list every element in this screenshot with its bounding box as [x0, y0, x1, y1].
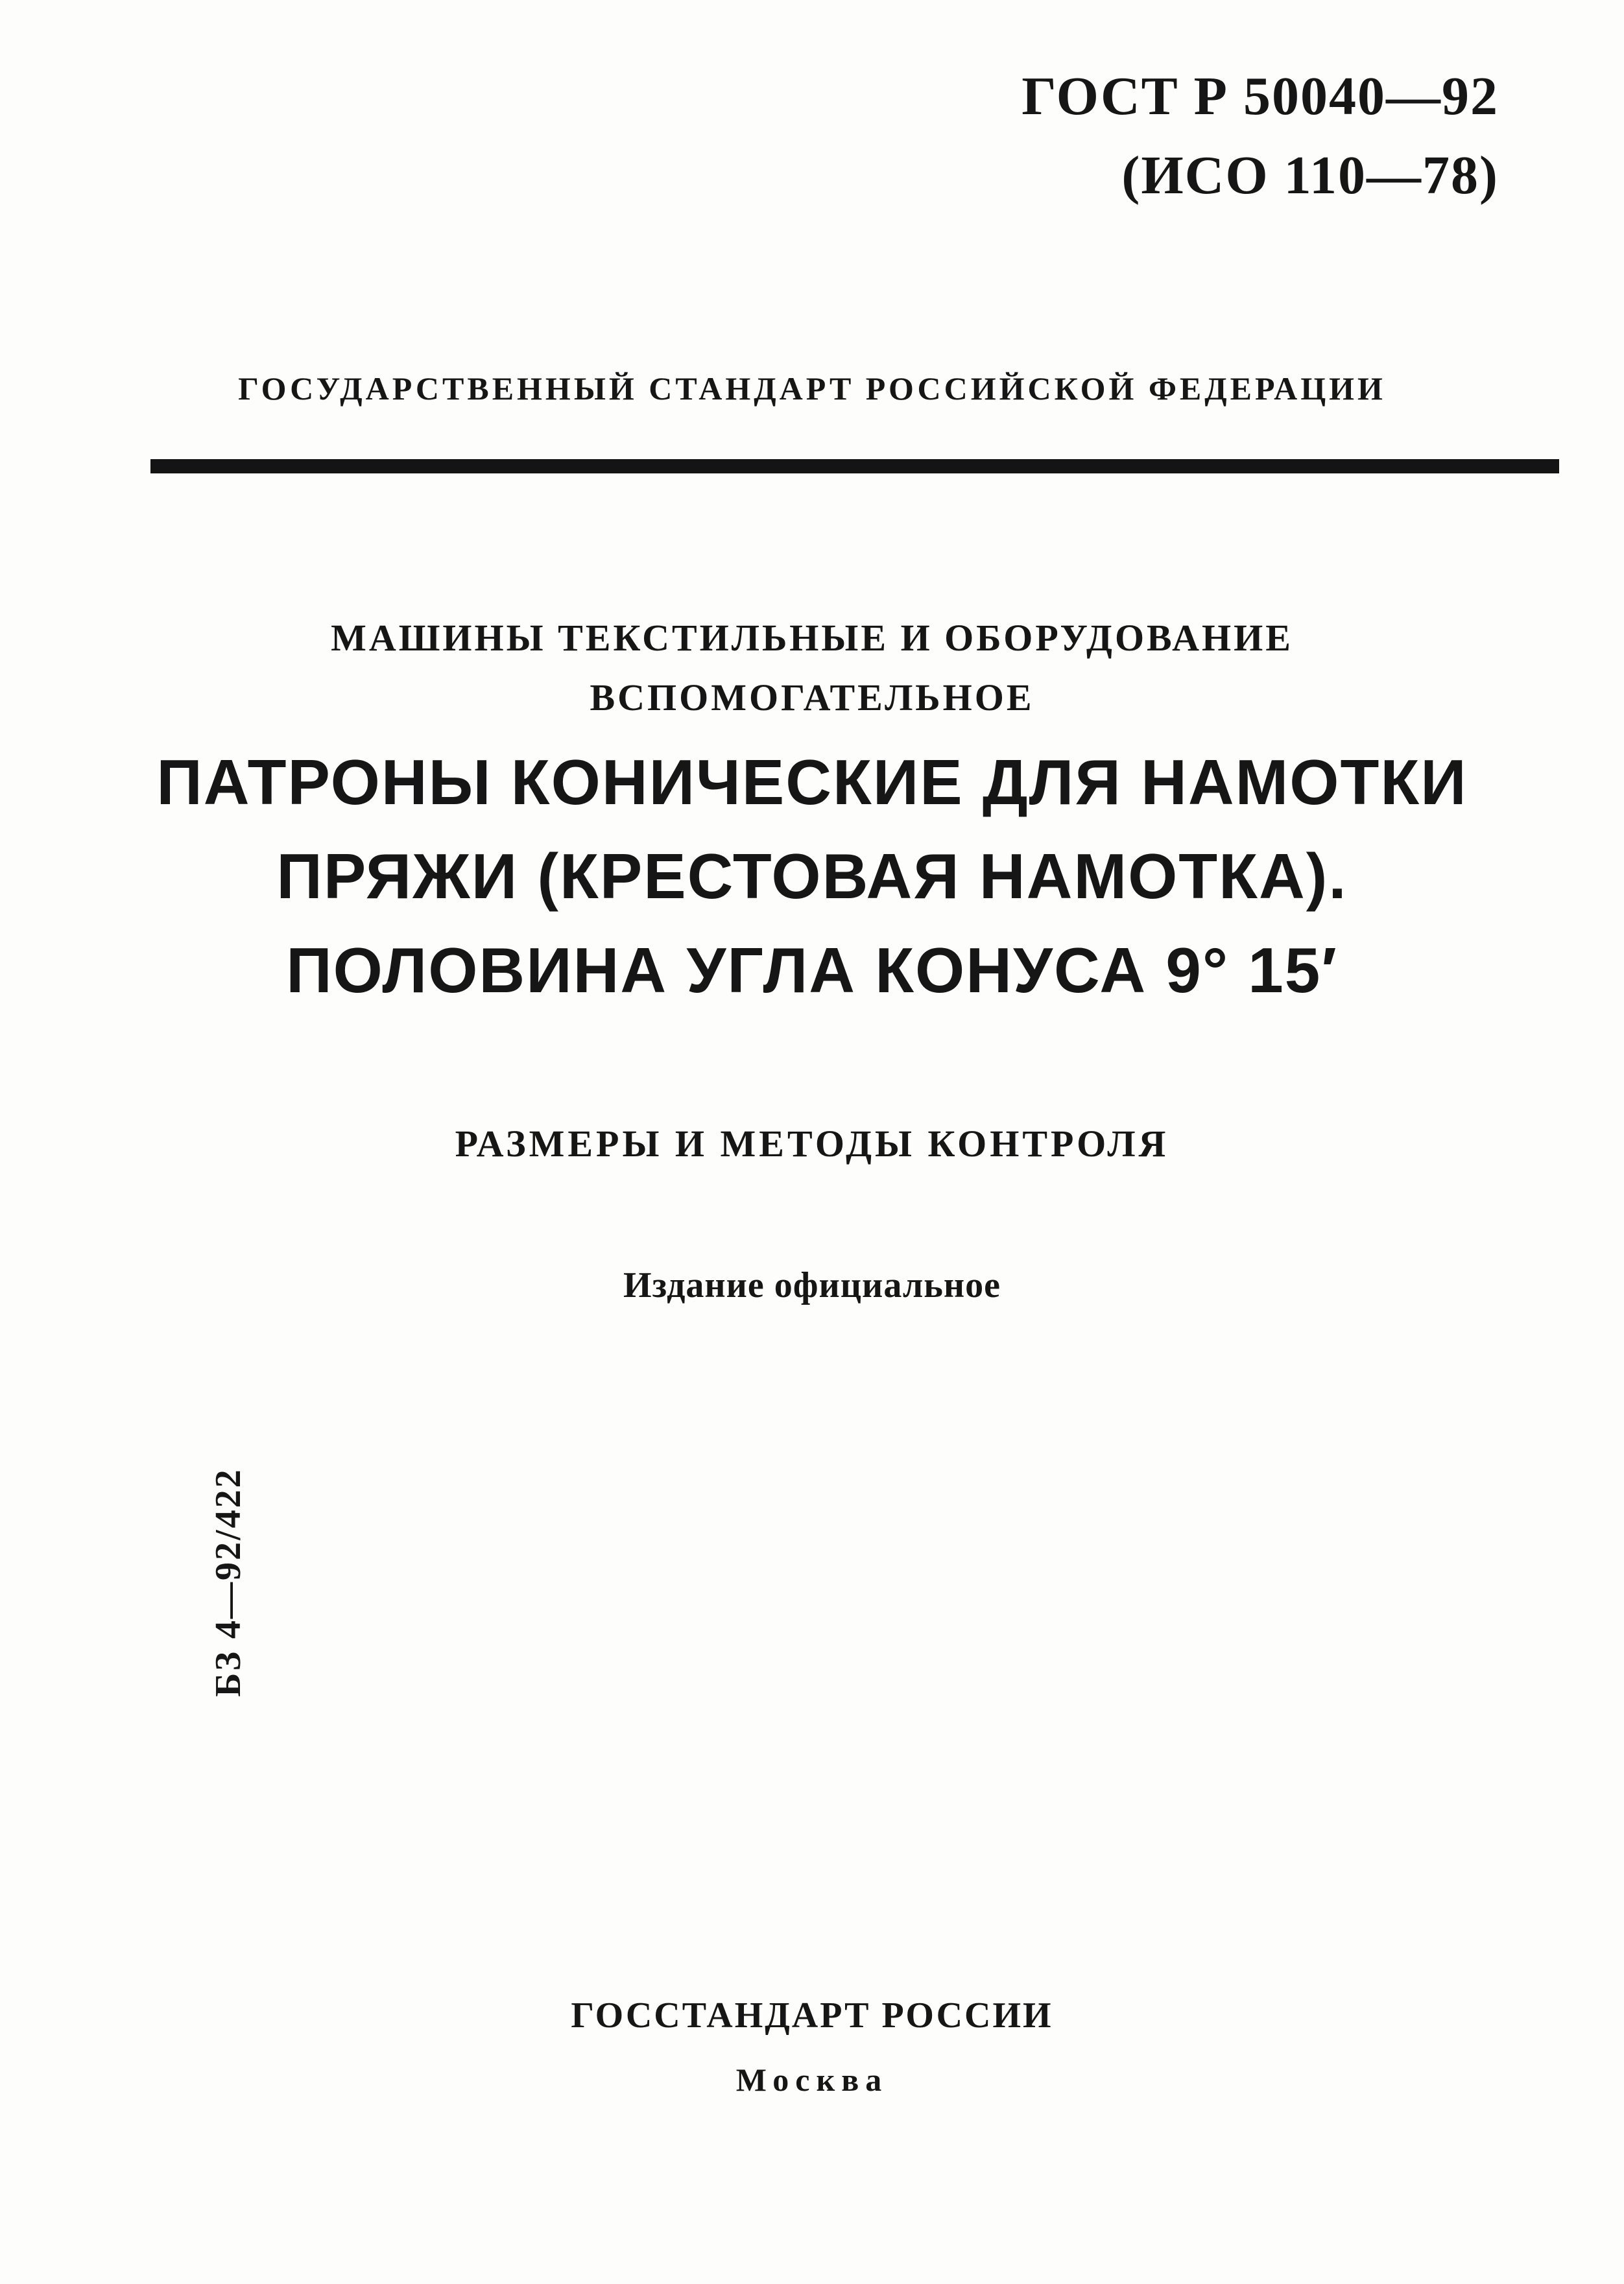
main-title-line-3: ПОЛОВИНА УГЛА КОНУСА 9° 15′: [286, 934, 1338, 1006]
header-divider: [150, 459, 1559, 473]
side-catalog-code: БЗ 4—92/422: [208, 1468, 248, 1697]
issuer-header: ГОСУДАРСТВЕННЫЙ СТАНДАРТ РОССИЙСКОЙ ФЕДЕРАЦИИ: [238, 370, 1386, 407]
document-subtitle: РАЗМЕРЫ И МЕТОДЫ КОНТРОЛЯ: [455, 1123, 1169, 1165]
main-title-line-1: ПАТРОНЫ КОНИЧЕСКИЕ ДЛЯ НАМОТКИ: [156, 746, 1468, 818]
category-line-1: МАШИНЫ ТЕКСТИЛЬНЫЕ И ОБОРУДОВАНИЕ: [331, 617, 1293, 659]
category-line-2: ВСПОМОГАТЕЛЬНОЕ: [590, 676, 1034, 719]
main-title-line-2: ПРЯЖИ (КРЕСТОВАЯ НАМОТКА).: [276, 840, 1348, 912]
iso-reference: (ИСО 110—78): [1121, 145, 1499, 206]
standard-code: ГОСТ Р 50040—92: [1021, 66, 1499, 126]
publisher-name: ГОССТАНДАРТ РОССИИ: [571, 1995, 1053, 2036]
edition-note: Издание официальное: [623, 1265, 1001, 1305]
publisher-city: Москва: [735, 2062, 889, 2098]
